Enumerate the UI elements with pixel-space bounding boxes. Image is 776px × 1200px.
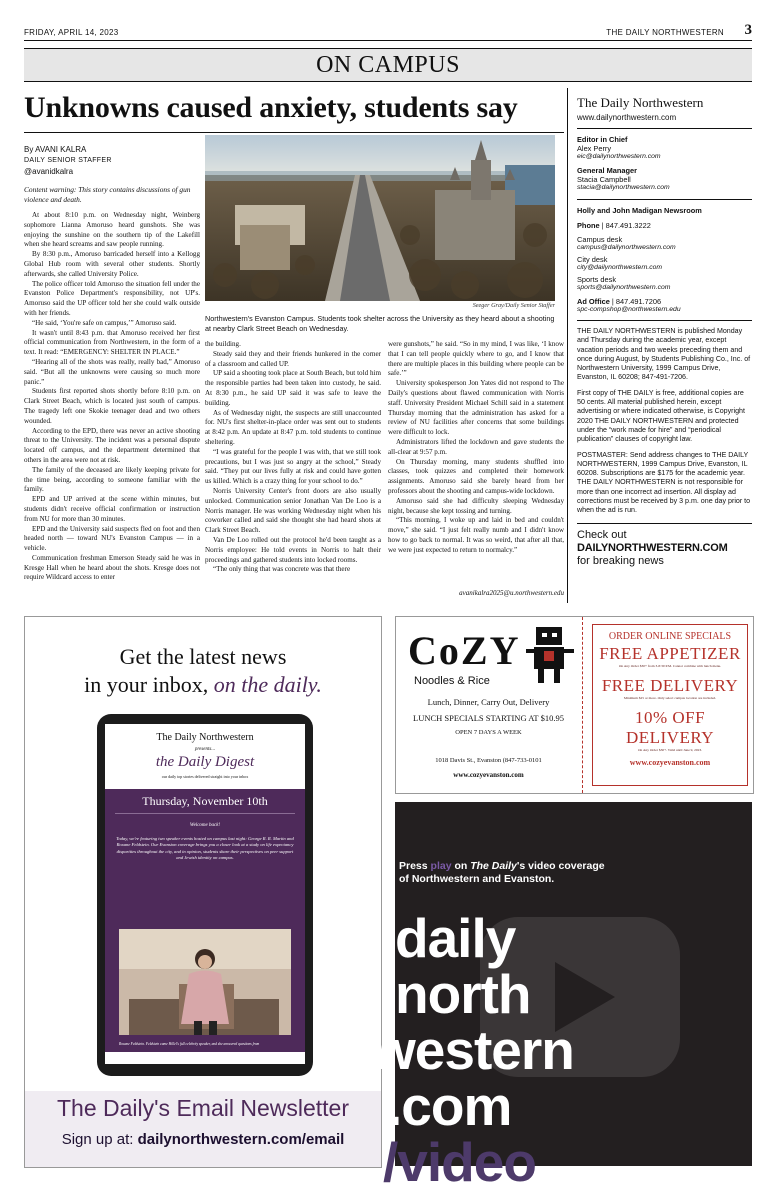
desk-email[interactable]: sports@dailynorthwestern.com: [577, 284, 671, 291]
cozy-logo: CoZY: [408, 628, 521, 673]
article-photo: [205, 135, 555, 301]
paragraph: Van De Loo rolled out the protocol he'd been taught as a Norris employee: He told events in Norris to halt their proceedings and gathered students into locked rooms.: [205, 535, 381, 564]
gm-email[interactable]: stacia@dailynorthwestern.com: [577, 184, 670, 191]
desk-email[interactable]: city@dailynorthwestern.com: [577, 264, 663, 271]
masthead-paper-name: The Daily Northwestern: [577, 95, 704, 110]
tablet-intro: Today, we're featuring two speaker events hosted on campus last night: George R. R. Martin and Roxane Feldstein. Our Evanston coverage brings you a closer look at a study on life expectancy disparities throughout the city, and in opinion, students share their perspectives on peer support and Jewish identity on campus.: [116, 836, 294, 861]
offer-free-delivery: FREE DELIVERY: [601, 676, 739, 695]
offer-1-fine-print: On Any Order $30+ from 3-8:30 P.M. Cannot combine with lunch menu.: [618, 664, 722, 668]
newsletter-ad-line-2b: on the daily.: [213, 672, 322, 697]
phone-line: Phone | 847.491.3222: [577, 221, 651, 230]
paragraph: Administrators lifted the lockdown and gave students the all-clear at 9:57 p.m.: [388, 437, 564, 456]
signup-label: Sign up at:: [61, 1131, 138, 1148]
coupon-website[interactable]: www.cozyevanston.com: [629, 758, 711, 767]
masthead-rule: [577, 199, 752, 200]
video-on: on: [451, 860, 471, 872]
newsletter-ad-line-2a: in your inbox,: [84, 672, 214, 697]
paragraph: As of Wednesday night, the suspects are still unaccounted for. NU's first shelter-in-place order was sent out to students at 8:42 p.m. An update at 8:47 p.m. told students to continue sheltering.: [205, 408, 381, 446]
newsletter-signup: [25, 1131, 381, 1148]
signup-url[interactable]: dailynorthwestern.com/email: [137, 1131, 345, 1148]
editor-email[interactable]: eic@dailynorthwestern.com: [577, 153, 661, 160]
desk-name: Campus desk: [577, 235, 623, 244]
photo-caption: Northwestern's Evanston Campus. Students took shelter across the University as they heard about a shooting at nearby Clark Street Beach on Wednesday.: [205, 314, 555, 333]
paragraph: “The only thing that was concrete was that there: [213, 565, 351, 574]
paragraph: EPD and the University said suspects fled on foot and then headed north — toward NU's Evanston Campus — in a vehicle.: [24, 524, 200, 553]
cozy-robot-icon: [526, 623, 574, 685]
paragraph: University spokesperson Jon Yates did not respond to The Daily's questions about flawed communication with Norris staff. University President Michael Schill said in a statement Thursday morning that the administration has asked for a review of NU facilities after concerns that some buildings were difficult to lock.: [388, 379, 564, 437]
video-ad-intro: [399, 860, 609, 886]
byline-role: DAILY SENIOR STAFFER: [24, 157, 112, 164]
paragraph: “Hearing all of the shots was really, really bad,” Amoruso said. “But all the unknowns were causing so much more panic.”: [24, 357, 200, 386]
video-ad[interactable]: [373, 802, 752, 1193]
paragraph: According to the EPD, there was never an active shooting threat to the University. The incident was a personal dispute located off campus, and the department determined that others in the area were not at risk.: [24, 426, 200, 464]
tablet-paper-name: The Daily Northwestern: [156, 732, 254, 743]
tablet-purple-panel: [105, 789, 305, 929]
copyright-info: First copy of THE DAILY is free, additional copies are 50 cents. All material published herein, except advertising or where indicated otherwise, is Copyright 2020 THE DAILY NORTHWESTERN and protected under the “work made for hire” and “periodical publication” clauses of copyright law.: [577, 388, 745, 444]
paragraph: “I was grateful for the people I was with, that we still took precautions, but I was just so angry at the school,” Steady said. “They put our lives fully at risk and could have gotten us killed. Which is a crazy thing for your school to do.”: [205, 447, 381, 486]
author-email: avanikalra2025@u.northwestern.edu: [459, 589, 564, 597]
editor-name: Alex Perry: [577, 144, 612, 153]
order-online-heading: ORDER ONLINE SPECIALS: [608, 631, 732, 642]
video-big-line: .com: [387, 1075, 512, 1137]
masthead-rule: [577, 523, 752, 524]
masthead-url[interactable]: www.dailynorthwestern.com: [577, 113, 677, 122]
paragraph: By 8:30 p.m., Amoruso barricaded herself into a Kellogg Global Hub room with several other students. Shortly afterwards, she called University Police.: [24, 250, 200, 278]
video-big-line: western: [373, 1019, 574, 1081]
tablet-date: Thursday, November 10th: [115, 789, 295, 814]
paragraph: The family of the deceased are likely keeping private for the time being, according to someone familiar with the family.: [24, 465, 200, 494]
photo-credit: Seeger Gray/Daily Senior Staffer: [472, 302, 555, 309]
article-headline: Unknowns caused anxiety, students say: [24, 91, 518, 124]
cozy-website[interactable]: www.cozyevanston.com: [453, 771, 524, 779]
paragraph: were gunshots,” he said. “So in my mind, I was like, ‘I know that I can tell people quickly where to go, and I know that there are multiple places in this building where people can be safe.’”: [388, 340, 564, 378]
byline-handle: @avanidkalra: [24, 167, 74, 176]
offer-2-fine-print: Minimum $25 or more. Only select campus location are included.: [623, 696, 717, 700]
article-column-2: [205, 340, 381, 597]
cozy-noodles-ad[interactable]: [395, 616, 754, 794]
offer-3-fine-print: On Any Order $30+. Valid until June 9, 2023.: [637, 748, 703, 752]
tablet-presents: presents...: [194, 747, 216, 752]
section-banner: [24, 48, 752, 82]
paragraph: “He said, ‘You're safe on campus,’” Amoruso said.: [32, 318, 177, 327]
cozy-left-panel: [396, 617, 581, 793]
paragraph: Students first reported shots shortly before 8:10 p.m. on Clark Street Beach, which is located just south of campus. The tragedy left one Skokie teenager dead and two others wounded.: [24, 387, 200, 425]
headline-rule: [24, 132, 564, 133]
desk-email[interactable]: campus@dailynorthwestern.com: [577, 244, 676, 251]
ad-office-line: Ad Office | 847.491.7206: [577, 297, 662, 306]
masthead-rule: [577, 128, 752, 129]
tablet-photo-caption: Roxane Feldstein. Feldstein came Hillel's fall celebrity speaker, and she answered questions from: [119, 1042, 260, 1046]
byline-name: By AVANI KALRA: [24, 145, 87, 154]
article-column-1: [24, 211, 200, 597]
paragraph: “This morning, I woke up and laid in bed and couldn't move,” she said. “I just felt really numb and I didn't know how to go back to normal. It was so weird, that after all that, we were just expected to return to normalcy.”: [388, 516, 564, 554]
editor-label: Editor in Chief: [577, 135, 628, 144]
ad-office-phone: 847.491.7206: [615, 297, 662, 306]
article-column-3: [388, 340, 564, 580]
tablet-photo-area: [105, 929, 305, 1052]
paragraph: Amoruso said she had difficulty sleeping Wednesday night, because she kept tossing and turning.: [388, 496, 564, 515]
tablet-screen: [105, 724, 305, 1064]
paragraph: Norris University Center's front doors are also usually unlocked. Communication senior Jonathan Van De Loo is a Norris manager. He was working Wednesday night when his coworker called and said she thought she had heard shots at Clark Street Beach.: [205, 486, 381, 535]
newsletter-ad[interactable]: [24, 616, 382, 1168]
cozy-lunch-specials: LUNCH SPECIALS STARTING AT $10.95: [413, 713, 564, 723]
phone-label: Phone: [577, 221, 600, 230]
tablet-welcome: Welcome back!: [189, 823, 221, 828]
newsletter-title-b: Email Newsletter: [176, 1095, 349, 1121]
desk-name: City desk: [577, 255, 608, 264]
paragraph: UP said a shooting took place at South Beach, but told him the responsible parties had been taken into custody, he said. At 8:30 p.m., he said UP said it was safe to leave the building.: [205, 369, 381, 407]
video-ad-big-text: [373, 907, 574, 1193]
desk-name: Sports desk: [577, 275, 617, 284]
video-big-line: north: [395, 963, 531, 1025]
newsletter-ad-line-1: Get the latest news: [119, 644, 287, 669]
masthead-rule: [577, 320, 752, 321]
checkout-line-1: Check out: [577, 528, 627, 541]
gm-label: General Manager: [577, 166, 637, 175]
sidebar-divider: [567, 88, 568, 603]
coupon-divider: [582, 617, 583, 793]
newsletter-ad-headline: [25, 643, 381, 699]
publication-info: THE DAILY NORTHWESTERN is published Monday and Thursday during the academic year, except vacation periods and two weeks preceding them and once during August, by Students Publishing Co., Inc. of Northwestern University, 1999 Campus Drive, Evanston, IL 60208; 847-491-7206.: [577, 327, 751, 382]
paragraph: Steady said they and their friends hunkered in the corner of a classroom and called UP.: [205, 349, 381, 368]
postmaster-info: POSTMASTER: Send address changes to THE DAILY NORTHWESTERN, 1999 Campus Drive, Evanston, IL 60208. Subscriptions are $175 for the academic year. THE DAILY NORTHWESTERN is not responsible for more than one incorrect ad insertion. All display ad corrections must be received by 3 p.m. one day prior to when the ad is run.: [577, 450, 751, 515]
tablet-frame: [97, 714, 313, 1076]
paragraph: At about 8:10 p.m. on Wednesday night, Weinberg sophomore Lianna Amoruso heard gunshots. She was enjoying the sunshine on the southern tip of the Lakefill when she heard screams and saw people running.: [24, 211, 200, 249]
tablet-digest-title: the Daily Digest: [155, 754, 255, 770]
video-daily: The Daily: [470, 860, 517, 872]
offer-ten-percent-off: 10% OFF DELIVERY: [625, 708, 715, 747]
paragraph: EPD and UP arrived at the scene within minutes, but students didn't receive official confirmation or instruction from NU for more than 30 minutes.: [24, 495, 200, 523]
ad-office-email[interactable]: spc-compshop@northwestern.edu: [577, 306, 681, 313]
masthead-sidebar: [577, 95, 752, 568]
video-rest: 's video coverage of Northwestern and Evanston.: [399, 860, 605, 885]
newsroom-name: Holly and John Madigan Newsroom: [577, 206, 702, 215]
video-play: play: [430, 860, 452, 872]
newsletter-ad-line-2: [25, 671, 381, 699]
section-title: ON CAMPUS: [316, 52, 460, 78]
gm-name: Stacia Campbell: [577, 175, 631, 184]
ad-office-label: Ad Office: [577, 297, 610, 306]
campus-aerial-image: [205, 135, 555, 301]
checkout-url[interactable]: DAILYNORTHWESTERN.COM: [577, 541, 728, 554]
checkout-line-3: for breaking news: [577, 554, 664, 567]
paragraph: the building.: [205, 340, 241, 348]
content-warning: Content warning: This story contains discussions of gun violence and death.: [24, 185, 191, 204]
phone-number: 847.491.3222: [605, 221, 651, 230]
cozy-hours: Lunch, Dinner, Carry Out, Delivery: [427, 697, 550, 707]
video-big-line-accent: /video: [383, 1131, 536, 1193]
paragraph: It wasn't until 8:43 p.m. that Amoruso received her first official communication from Northwestern, in the form of a text. It read: “EMERGENCY: SHELTER IN PLACE.”: [24, 328, 200, 357]
offer-free-appetizer: FREE APPETIZER: [599, 644, 741, 663]
page-number: 3: [744, 22, 752, 38]
tablet-tagline: our daily top stories delivered straight into your inbox: [161, 774, 249, 779]
video-big-line: daily: [395, 907, 516, 969]
cozy-open: OPEN 7 DAYS A WEEK: [455, 729, 522, 736]
cozy-coupon[interactable]: [592, 624, 748, 786]
page-paper-name: THE DAILY NORTHWESTERN: [606, 28, 724, 37]
cozy-address: 1018 Davis St., Evanston (847-733-0101: [435, 757, 542, 764]
paragraph: The police officer told Amoruso the situation fell under the Evanston Police Department's responsibility, not UP's. Amoruso said the UP officer told her she could walk outside with her friends.: [24, 279, 200, 317]
header-rule: [24, 40, 752, 41]
newsletter-title: [25, 1095, 381, 1122]
video-press: Press: [399, 860, 431, 872]
speaker-photo: [119, 929, 291, 1035]
cozy-subtitle: Noodles & Rice: [414, 675, 490, 687]
paragraph: On Thursday morning, many students shuffled into classes, took quizzes and completed their homework assignments. Amoruso said she barely heard from her professors about the shooting and campus-wide lockdown.: [388, 457, 564, 495]
page-date: FRIDAY, APRIL 14, 2023: [24, 28, 119, 37]
newsletter-title-a: The Daily's: [57, 1095, 177, 1121]
paragraph: Communication freshman Emerson Steady said he was in Kresge Hall when he heard about the shots. Kresge does not require Wildcard access to enter: [24, 553, 200, 582]
